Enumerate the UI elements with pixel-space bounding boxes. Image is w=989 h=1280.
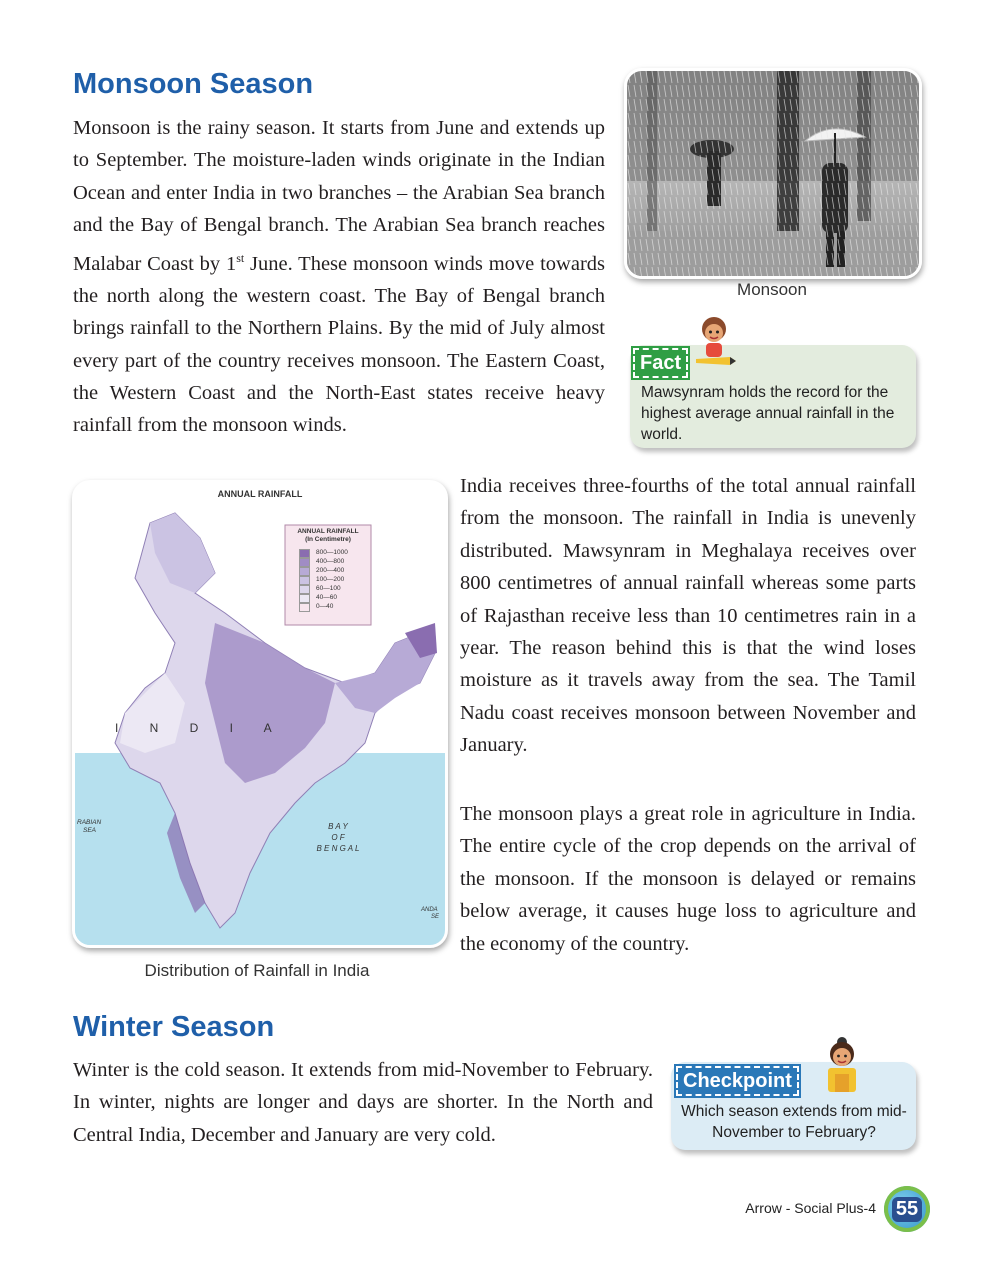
girl-mascot-icon	[818, 1030, 866, 1094]
legend-swatch	[299, 585, 310, 594]
legend-subtitle: (In Centimetre)	[305, 536, 351, 543]
india-rainfall-map	[75, 483, 445, 945]
country-label: I N D I A	[115, 721, 286, 735]
legend-swatch	[299, 558, 310, 567]
paragraph-2: India receives three-fourths of the total annual rainfall from the monsoon. The rainfall in India is unevenly distributed. Mawsynram in Meghalaya receives over 800 centimetres of annual rainfall whereas some parts of Rajasthan receive less than 10 centimetres rain in a year. The reason behind this is that the wind loses moisture as it travels away from the sea. The Tamil Nadu coast receives monsoon between November and January.	[460, 475, 916, 757]
checkpoint-text: Which season extends from mid-November to February?	[681, 1103, 907, 1141]
legend-label: 200—400	[316, 567, 345, 575]
legend-item	[299, 585, 348, 594]
legend-item	[299, 567, 348, 576]
legend-item	[299, 603, 348, 612]
legend-swatch	[299, 549, 310, 558]
agriculture-paragraph	[460, 798, 916, 960]
legend-swatch	[299, 567, 310, 576]
legend-label: 0—40	[316, 603, 334, 611]
winter-paragraph	[73, 1054, 653, 1151]
legend-item	[299, 549, 348, 558]
andaman-sea-label	[421, 907, 439, 921]
legend-swatch	[299, 576, 310, 585]
bay-of-bengal-label	[303, 821, 373, 854]
monsoon-heading: Monsoon Season	[73, 68, 314, 100]
legend-swatch	[299, 603, 310, 612]
legend-header	[287, 528, 369, 544]
legend-item	[299, 594, 348, 603]
paragraph-3: The monsoon plays a great role in agriculture in India. The entire cycle of the crop depends on the arrival of the monsoon. If the monsoon is delayed or remains below average, it causes huge loss to agriculture and the economy of the country.	[460, 803, 916, 955]
monsoon-paragraph-1	[73, 112, 605, 442]
legend-item	[299, 576, 348, 585]
fact-text: Mawsynram holds the record for the highest average annual rainfall in the world.	[641, 384, 895, 443]
legend-label: 800—1000	[316, 549, 348, 557]
bay-label-line-1: B A Y	[328, 822, 348, 831]
andaman-label-line-1: ANDA	[421, 907, 438, 913]
legend-label: 60—100	[316, 585, 341, 593]
arabian-label-line-2: SEA	[83, 827, 97, 834]
legend-label: 40—60	[316, 594, 337, 602]
winter-heading: Winter Season	[73, 1011, 275, 1043]
winter-text: Winter is the cold season. It extends from mid-November to February. In winter, nights are longer and days are shorter. In the North and Central India, December and January are very cold.	[73, 1059, 653, 1146]
child-mascot-icon	[690, 313, 738, 369]
fact-tag: Fact	[633, 348, 688, 378]
page-number-badge	[884, 1186, 930, 1232]
monsoon-photo	[624, 68, 922, 279]
checkpoint-tag: Checkpoint	[676, 1066, 799, 1096]
paragraph-1-part-b: June. These monsoon winds move towards the north along the western coast. The Bay of Bengal branch brings rainfall to the Northern Plains. By the mid of July almost every part of the country receives monsoon. The Eastern Coast, the Western Coast and the North-East states receive heavy rainfall from the monsoon winds.	[73, 252, 605, 437]
bay-label-line-3: B E N G A L	[316, 844, 360, 853]
map-title: ANNUAL RAINFALL	[217, 489, 303, 499]
andaman-label-line-2: SE	[431, 914, 440, 920]
footer-book-title: Arrow - Social Plus-4	[745, 1200, 876, 1216]
legend-title: ANNUAL RAINFALL	[297, 528, 359, 535]
arabian-label-line-1: RABIAN	[77, 819, 102, 826]
legend-label: 100—200	[316, 576, 345, 584]
rainfall-paragraph	[460, 470, 916, 762]
ordinal-suffix: st	[236, 250, 245, 265]
paragraph-1-part-a: Monsoon is the rainy season. It starts from June and extends up to September. The moisture-laden winds originate in the Indian Ocean and enter India in two branches – the Arabian Sea branch and the Bay of Bengal branch. The Arabian Sea branch reaches Malabar Coast by 1	[73, 117, 605, 275]
map-caption: Distribution of Rainfall in India	[144, 961, 370, 980]
arabian-sea-label	[77, 819, 101, 835]
rainfall-map	[72, 480, 448, 948]
photo-caption: Monsoon	[737, 280, 807, 299]
rain-scene-image	[627, 71, 919, 276]
page-number: 55	[892, 1197, 922, 1222]
legend-list	[299, 549, 348, 612]
legend-item	[299, 558, 348, 567]
bay-label-line-2: O F	[331, 833, 345, 842]
legend-swatch	[299, 594, 310, 603]
legend-label: 400—800	[316, 558, 345, 566]
